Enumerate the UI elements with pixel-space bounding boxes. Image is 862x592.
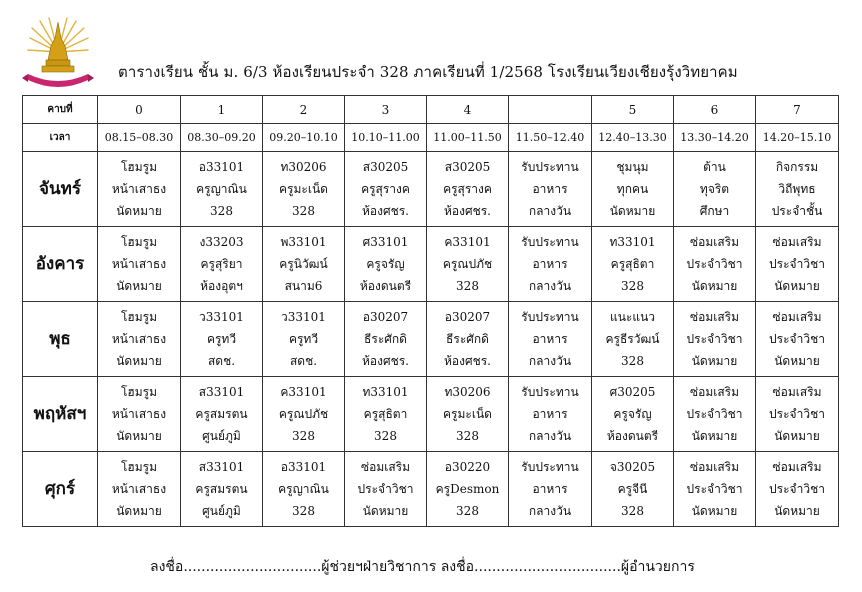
teacher-line: ครูจรัญ [366, 257, 405, 271]
class-cell [263, 452, 345, 527]
class-cell [263, 152, 345, 227]
class-cell [98, 452, 181, 527]
teacher-line: ประจำวิชา [769, 257, 825, 271]
subject-line: ซ่อมเสริม [772, 385, 822, 399]
subject-line: ศ33101 [362, 235, 409, 249]
period-number [509, 96, 592, 124]
room-line: ศูนย์ภูมิ [202, 429, 241, 443]
room-line: 328 [621, 504, 644, 518]
teacher-line: อาหาร [532, 332, 568, 346]
room-line: ศึกษา [699, 204, 730, 218]
subject-line: ท33101 [362, 385, 409, 399]
teacher-line: อาหาร [532, 482, 568, 496]
subject-line: ส33101 [198, 460, 245, 474]
class-cell [181, 302, 263, 377]
class-cell [509, 452, 592, 527]
room-line: ประจำชั้น [771, 204, 823, 218]
subject-line: รับประทาน [521, 460, 579, 474]
subject-line: ซ่อมเสริม [689, 460, 740, 474]
class-cell [592, 377, 674, 452]
teacher-line: หน้าเสาธง [111, 482, 167, 496]
subject-line: ชุมนุม [616, 160, 649, 174]
class-cell [98, 152, 181, 227]
subject-line: ซ่อมเสริม [772, 235, 822, 249]
room-line: ศูนย์ภูมิ [202, 504, 241, 518]
room-line: นัดหมาย [691, 279, 738, 293]
subject-line: โฮมรูม [120, 235, 158, 249]
time-slot: 08.15–08.30 [98, 124, 181, 152]
day-row [23, 452, 839, 527]
class-cell [263, 377, 345, 452]
teacher-line: หน้าเสาธง [111, 257, 167, 271]
time-slot: 10.10–11.00 [345, 124, 427, 152]
teacher-line: ครูญาณิน [278, 482, 329, 496]
subject-line: ท30206 [444, 385, 491, 399]
signature-line: ลงชื่อ...............................ผู้ช่วยฯฝ่ายวิชาการ ลงชื่อ.................................ผู้อำนวยการ [150, 559, 695, 575]
day-name: อังคาร [23, 227, 98, 302]
class-cell [509, 377, 592, 452]
class-cell [263, 227, 345, 302]
teacher-line: ครูสุริยา [200, 257, 243, 271]
room-line: นัดหมาย [609, 204, 656, 218]
day-row [23, 377, 839, 452]
class-cell [674, 302, 756, 377]
time-header-row [23, 124, 839, 152]
room-line: นัดหมาย [691, 354, 738, 368]
class-cell [345, 152, 427, 227]
subject-line: รับประทาน [521, 235, 579, 249]
class-cell [181, 152, 263, 227]
teacher-line: ครูสุธิตา [610, 257, 655, 271]
period-number: 2 [263, 96, 345, 124]
room-line: ห้องดนตรี [359, 279, 412, 293]
class-cell [181, 227, 263, 302]
subject-line: ซ่อมเสริม [772, 460, 822, 474]
teacher-line: ประจำวิชา [686, 407, 743, 421]
day-row [23, 227, 839, 302]
teacher-line: ครูณปภัช [442, 257, 493, 271]
subject-line: อ30220 [444, 460, 491, 474]
subject-line: ต้าน [703, 160, 726, 174]
time-slot: 11.50–12.40 [509, 124, 592, 152]
subject-line: ซ่อมเสริม [689, 310, 740, 324]
class-cell [674, 152, 756, 227]
class-cell [674, 452, 756, 527]
day-name: พุธ [23, 302, 98, 377]
subject-line: รับประทาน [521, 160, 579, 174]
time-slot: 12.40–13.30 [592, 124, 674, 152]
room-line: นัดหมาย [116, 504, 162, 518]
teacher-line: ครูจรัญ [613, 407, 652, 421]
room-line: สดช. [289, 354, 318, 368]
day-row [23, 302, 839, 377]
room-line: นัดหมาย [691, 504, 738, 518]
class-cell [263, 302, 345, 377]
teacher-line: ครูทวี [288, 332, 319, 346]
time-slot: 08.30–09.20 [181, 124, 263, 152]
period-number: 7 [756, 96, 839, 124]
teacher-line: ครูธีรวัฒน์ [605, 332, 660, 346]
page-title: ตารางเรียน ชั้น ม. 6/3 ห้องเรียนประจำ 328 ภาคเรียนที่ 1/2568 โรงเรียนเวียงเชียงรุ้งวิทยาคม [118, 63, 738, 81]
class-cell [345, 452, 427, 527]
subject-line: โฮมรูม [120, 160, 158, 174]
time-label: เวลา [23, 124, 98, 152]
class-cell [427, 302, 509, 377]
subject-line: กิจกรรม [775, 160, 819, 174]
subject-line: ซ่อมเสริม [689, 235, 740, 249]
subject-line: แนะแนว [609, 310, 656, 324]
subject-line: ท30206 [280, 160, 327, 174]
teacher-line: ครูสมรตน [195, 407, 248, 421]
timetable [22, 95, 839, 527]
teacher-line: ทุกคน [616, 182, 649, 196]
teacher-line: หน้าเสาธง [111, 182, 167, 196]
teacher-line: ประจำวิชา [686, 332, 743, 346]
class-cell [592, 452, 674, 527]
room-line: ห้องอุตฯ [200, 279, 243, 293]
subject-line: โฮมรูม [120, 460, 158, 474]
teacher-line: ธีระศักดิ [446, 332, 489, 346]
subject-line: อ30207 [444, 310, 491, 324]
class-cell [674, 377, 756, 452]
room-line: นัดหมาย [774, 504, 820, 518]
period-number: 5 [592, 96, 674, 124]
teacher-line: ครูสุรางค [361, 182, 410, 196]
room-line: กลางวัน [528, 354, 572, 368]
room-line: กลางวัน [528, 429, 572, 443]
teacher-line: ครูณปภัช [278, 407, 329, 421]
class-cell [345, 377, 427, 452]
class-cell [427, 452, 509, 527]
room-line: นัดหมาย [116, 354, 162, 368]
day-name: พฤหัสฯ [23, 377, 98, 452]
school-emblem-icon [22, 16, 94, 90]
room-line: นัดหมาย [774, 429, 820, 443]
teacher-line: หน้าเสาธง [111, 332, 167, 346]
room-line: 328 [292, 204, 315, 218]
room-line: กลางวัน [528, 504, 572, 518]
room-line: สนาม6 [284, 279, 323, 293]
teacher-line: ประจำวิชา [769, 407, 825, 421]
teacher-line: ประจำวิชา [769, 332, 825, 346]
time-slot: 11.00–11.50 [427, 124, 509, 152]
teacher-line: ครูญาณิน [196, 182, 247, 196]
class-cell [756, 227, 839, 302]
subject-line: รับประทาน [521, 310, 579, 324]
class-cell [756, 377, 839, 452]
teacher-line: อาหาร [532, 257, 568, 271]
teacher-line: ธีระศักดิ [364, 332, 407, 346]
class-cell [427, 227, 509, 302]
subject-line: โฮมรูม [120, 310, 158, 324]
teacher-line: ครูสุธิตา [363, 407, 408, 421]
subject-line: ซ่อมเสริม [360, 460, 411, 474]
subject-line: ง33203 [199, 235, 244, 249]
teacher-line: ครูนิวัฒน์ [279, 257, 328, 271]
room-line: 328 [292, 504, 315, 518]
room-line: กลางวัน [528, 204, 572, 218]
subject-line: อ33101 [280, 460, 327, 474]
class-cell [509, 227, 592, 302]
room-line: 328 [374, 429, 397, 443]
room-line: ห้องดนตรี [606, 429, 659, 443]
room-line: นัดหมาย [116, 429, 162, 443]
day-row [23, 152, 839, 227]
period-header-row [23, 96, 839, 124]
class-cell [98, 302, 181, 377]
subject-line: ค33101 [444, 235, 491, 249]
class-cell [756, 152, 839, 227]
subject-line: ส30205 [362, 160, 409, 174]
period-number: 6 [674, 96, 756, 124]
room-line: ห้องศชร. [362, 204, 409, 218]
teacher-line: ประจำวิชา [357, 482, 414, 496]
time-slot: 13.30–14.20 [674, 124, 756, 152]
room-line: นัดหมาย [691, 429, 738, 443]
teacher-line: ทุจริต [699, 182, 730, 196]
class-cell [345, 227, 427, 302]
class-cell [509, 152, 592, 227]
room-line: สดช. [207, 354, 236, 368]
teacher-line: ครูDesmon [435, 482, 500, 496]
subject-line: อ30207 [362, 310, 409, 324]
room-line: 328 [621, 279, 644, 293]
class-cell [427, 377, 509, 452]
teacher-line: ประจำวิชา [769, 482, 825, 496]
day-name: จันทร์ [23, 152, 98, 227]
class-cell [181, 377, 263, 452]
subject-line: ว33101 [281, 310, 326, 324]
class-cell [181, 452, 263, 527]
room-line: นัดหมาย [362, 504, 409, 518]
subject-line: ซ่อมเสริม [772, 310, 822, 324]
class-cell [592, 227, 674, 302]
class-cell [592, 152, 674, 227]
subject-line: รับประทาน [521, 385, 579, 399]
teacher-line: ครูสมรตน [195, 482, 248, 496]
subject-line: พ33101 [280, 235, 327, 249]
room-line: 328 [456, 429, 479, 443]
time-slot: 14.20–15.10 [756, 124, 839, 152]
class-cell [756, 302, 839, 377]
teacher-line: ครูมะเน็ด [443, 407, 492, 421]
teacher-line: ครูมะเน็ด [279, 182, 328, 196]
subject-line: อ33101 [198, 160, 245, 174]
class-cell [509, 302, 592, 377]
class-cell [427, 152, 509, 227]
day-name: ศุกร์ [23, 452, 98, 527]
period-number: 1 [181, 96, 263, 124]
teacher-line: ครูสุรางค [443, 182, 492, 196]
subject-line: ค33101 [280, 385, 327, 399]
room-line: 328 [456, 504, 479, 518]
teacher-line: ประจำวิชา [686, 257, 743, 271]
teacher-line: ประจำวิชา [686, 482, 743, 496]
room-line: นัดหมาย [116, 279, 162, 293]
room-line: 328 [456, 279, 479, 293]
period-number: 4 [427, 96, 509, 124]
subject-line: ส30205 [444, 160, 491, 174]
subject-line: โฮมรูม [120, 385, 158, 399]
teacher-line: ครูทวี [206, 332, 237, 346]
subject-line: จ30205 [609, 460, 656, 474]
room-line: 328 [621, 354, 644, 368]
period-number: 0 [98, 96, 181, 124]
class-cell [98, 227, 181, 302]
subject-line: ซ่อมเสริม [689, 385, 740, 399]
teacher-line: อาหาร [532, 182, 568, 196]
time-slot: 09.20–10.10 [263, 124, 345, 152]
class-cell [756, 452, 839, 527]
teacher-line: วิถีพุทธ [778, 182, 816, 196]
room-line: 328 [210, 204, 233, 218]
subject-line: ส33101 [198, 385, 245, 399]
room-line: นัดหมาย [774, 279, 820, 293]
teacher-line: ครูจีนี [617, 482, 648, 496]
room-line: 328 [292, 429, 315, 443]
room-line: นัดหมาย [116, 204, 162, 218]
room-line: ห้องศชร. [444, 204, 491, 218]
room-line: ห้องศชร. [362, 354, 409, 368]
subject-line: ท33101 [609, 235, 656, 249]
room-line: ห้องศชร. [444, 354, 491, 368]
class-cell [674, 227, 756, 302]
room-line: กลางวัน [528, 279, 572, 293]
subject-line: ว33101 [199, 310, 244, 324]
class-cell [592, 302, 674, 377]
room-line: นัดหมาย [774, 354, 820, 368]
class-cell [98, 377, 181, 452]
subject-line: ศ30205 [609, 385, 656, 399]
teacher-line: หน้าเสาธง [111, 407, 167, 421]
period-label: คาบที่ [23, 96, 98, 124]
teacher-line: อาหาร [532, 407, 568, 421]
period-number: 3 [345, 96, 427, 124]
class-cell [345, 302, 427, 377]
